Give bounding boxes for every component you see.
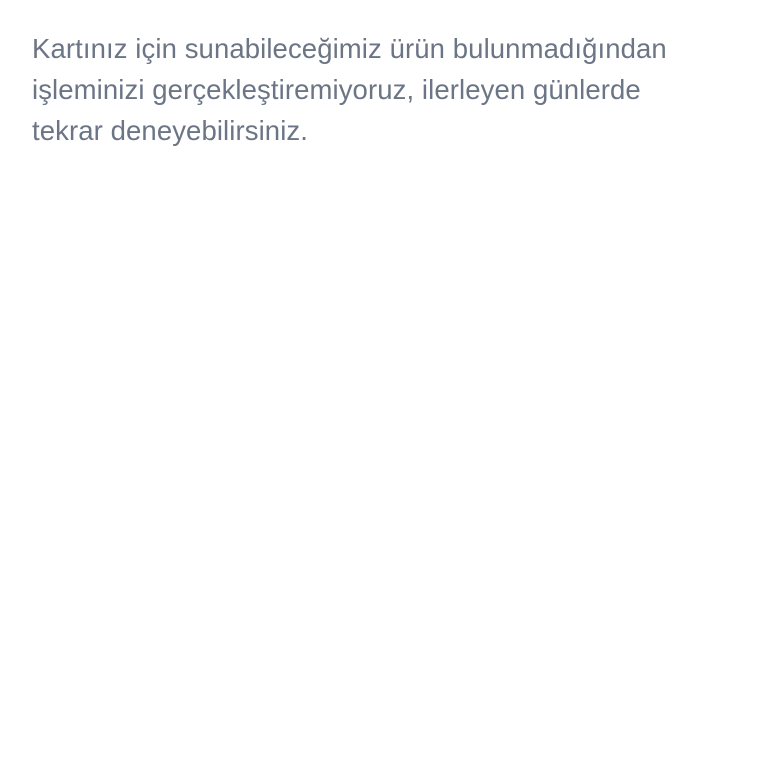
info-message-text: Kartınız için sunabileceğimiz ürün bulunmadığından işleminizi gerçekleştiremiyoruz, ilerleyen günlerde tekrar deneyebilirsiniz.: [32, 33, 675, 146]
info-message-block: [32, 28, 692, 151]
